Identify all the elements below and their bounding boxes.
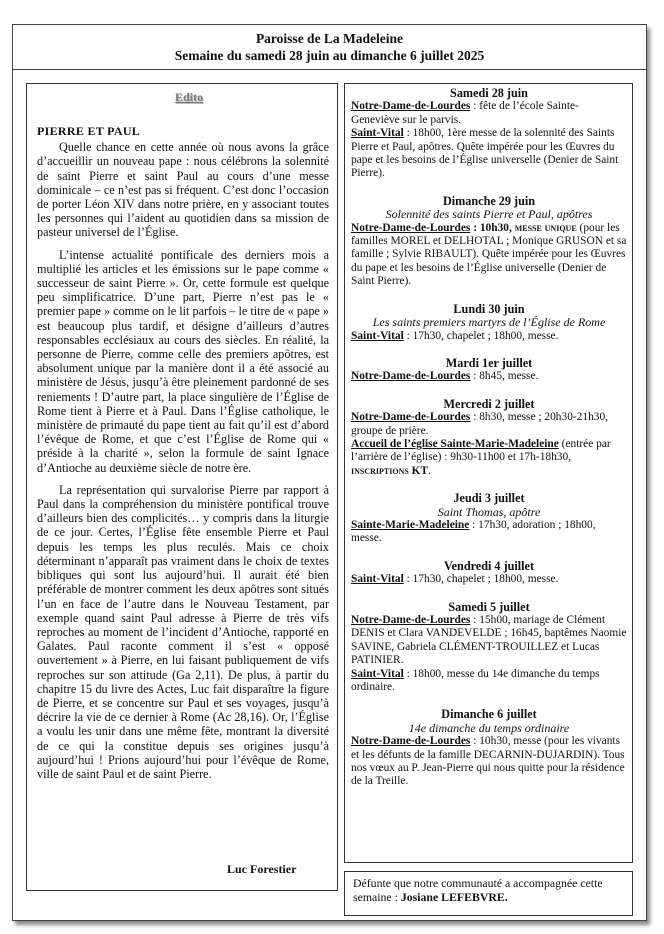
entry-text: : fête de l’école Sainte-Geneviève sur le parvis. [351,100,579,126]
day-lundi-30 [351,303,627,343]
day-title: Lundi 30 juin [453,301,525,316]
edito-column [26,83,338,891]
edito-tag: Edito [175,90,204,104]
day-title: Dimanche 29 juin [442,193,536,208]
entry-text: : 18h00, 1ère messe de la solennité des Saints Pierre et Paul, apôtres. Quête impérée pour les Œuvres du pape et les besoins de l’Église universelle (Denier de Saint Pierre). [351,127,619,180]
day-mardi-1 [351,357,627,384]
day-dimanche-29 [351,195,627,289]
bulletin-page [12,24,647,921]
day-entry [351,330,627,343]
day-title: Mardi 1er juillet [445,355,533,370]
entry-text: (entrée par l’arrière de l’église) : 9h30-11h00 et 17h-18h30, [351,437,611,464]
deceased-name: Josiane LEFEBVRE. [400,890,508,904]
week-title: Semaine du samedi 28 juin au dimanche 6 juillet 2025 [174,48,485,63]
entry-text: : 17h30, chapelet ; 18h00, messe. [403,573,559,586]
day-subtitle: Les saints premiers martyrs de l’Église de Rome [372,315,606,330]
day-samedi-5 [351,601,627,695]
day-entry [351,100,627,127]
place-name: Accueil de l’église Sainte-Marie-Madeleine [351,437,559,450]
entry-text: : 8h45, messe. [470,370,539,383]
day-subtitle: Saint Thomas, apôtre [437,504,541,519]
day-title: Vendredi 4 juillet [443,558,535,573]
parish-name: Paroisse de La Madeleine [255,31,404,46]
place-name: Saint-Vital [351,667,404,680]
place-name: Notre-Dame-de-Lourdes [351,221,471,234]
edito-paragraph-2: L’intense actualité pontificale des derniers mois a multiplié les articles et les émissions sur le pape comme « successeur de saint Pierre ». Or, cette formule est quelque peu simplificatrice. D’une part, Pierre n’est pas le « premier pape » comme on le lit parfois – le titre de « pape » est beaucoup plus tardif, et désigne d’ailleurs d’autres responsables ecclésiaux au cours des siècles. En réalité, la personne de Pierre, comme celle des premiers apôtres, est absolument unique par la manière dont il a été associé au ministère de Jésus, jusqu’à être pleinement pardonné de ses reniements ! D’autre part, la place singulière de l’Église de Rome tient à Pierre et à Paul. Dans l’Église catholique, le ministère de primauté du pape tient au fait qu’il est d’abord l’évêque de Rome, et que c’est l’Église de Rome qui « préside à la charité », selon la formule de saint Ignace d’Antioche au deuxième siècle de notre ère. [37,247,329,475]
entry-text: : 18h00, messe du 14e dimanche du temps ordinaire. [351,667,600,694]
day-dimanche-6 [351,708,627,788]
day-entry [351,411,627,438]
place-name: Notre-Dame-de-Lourdes [351,614,471,626]
place-name: Notre-Dame-de-Lourdes [351,100,471,113]
place-name: Saint-Vital [351,329,404,342]
unique-mass: messe unique [514,221,577,234]
entry-time: : 10h30, [470,221,515,234]
edito-paragraph-1: Quelle chance en cette année où nous avons la grâce d’accueillir un nouveau pape : nous célébrons la solennité de saint Pierre et saint Paul au cours d’une messe dominicale – ce n’est pas si fréquent. C’est donc l’occasion de porter Léon XIV dans notre prière, en y associant toutes les personnes qui l’aident au quotidien dans sa mission de pasteur universel de l’Église. [37,140,329,240]
page-header [13,25,646,70]
edito-paragraph-3: La représentation qui survalorise Pierre par rapport à Paul dans la compréhension du ministère pontifical trouve d’ailleurs bien des complicités… y compris dans la liturgie de ce jour. Certes, l’Église fête ensemble Pierre et Paul depuis les temps les plus reculés. Mais ce choix déterminant n’apparaît pas vraiment dans le choix de textes bibliques qui sont lus aujourd’hui. Il aurait été bien préférable de montrer comment les deux apôtres sont situés l’un en face de l’autre dans le Nouveau Testament, par exemple quand saint Paul adresse à Pierre de très vifs reproches au moment de l’incident d’Antioche, rapporté en Galates. Paul raconte comment il s’est « opposé ouvertement » à Pierre, en lui faisant publiquement de vifs reproches sur son attitude (Ga 2,11). De plus, à partir du chapitre 15 du livre des Actes, Luc fait disparaître la figure de Pierre, et se concentre sur Paul et ses voyages, jusqu’à décrire la vie de ce dernier à Rome (Ac 28,16). Or, l’Église a voulu les unir dans une même fête, montrant la diversité de ce qui la constitue depuis ses origines jusqu’à aujourd’hui ! Prions aujourd’hui pour l’évêque de Rome, ville de saint Paul et de saint Pierre. [37,482,329,781]
kt-registration: inscriptions KT [351,464,429,477]
entry-end: . [428,464,431,477]
place-name: Sainte-Marie-Madeleine [351,518,470,531]
entry-text: : 8h30, messe ; 20h30-21h30, groupe de prière. [351,411,609,437]
day-entry [351,614,627,668]
entry-text: : 10h30, messe (pour les vivants et les défunts de la famille DECARNIN-DUJARDIN). Tous nos vœux au P. Jean-Pierre qui nous quitte pour la résidence de la Treille. [351,735,625,788]
edito-signature: Luc Forestier [227,862,297,876]
day-entry [351,370,627,383]
day-entry [351,519,627,546]
edito-body [37,124,329,789]
day-vendredi-4 [351,560,627,587]
entry-text: : 15h00, mariage de Clément DENIS et Clara VANDEVELDE ; 16h45, baptêmes Naomie SAVINE, Gabriela CLÉMENT-TROUILLEZ et Lucas PATINIER. [351,614,627,667]
place-name: Notre-Dame-de-Lourdes [351,370,471,383]
day-entry [351,127,627,181]
day-entry [351,222,627,289]
place-name: Saint-Vital [351,573,404,586]
day-entry [351,573,627,586]
schedule-body [351,87,627,803]
day-entry [351,668,627,695]
entry-text: : 17h30, adoration ; 18h00, messe. [351,518,596,545]
day-title: Samedi 28 juin [450,86,528,100]
day-entry [351,438,627,478]
place-name: Notre-Dame-de-Lourdes [351,735,471,748]
edito-title: PIERRE ET PAUL [37,124,141,138]
schedule-column [344,83,633,863]
deceased-text: Défunte que notre communauté a accompagnée cette semaine : [353,876,603,904]
day-subtitle: 14e dimanche du temps ordinaire [408,720,570,735]
day-samedi-28 [351,87,627,181]
day-jeudi-3 [351,492,627,546]
day-title: Jeudi 3 juillet [453,491,525,506]
day-title: Mercredi 2 juillet [443,396,535,411]
place-name: Saint-Vital [351,127,404,140]
day-subtitle: Solennité des saints Pierre et Paul, apôtres [385,207,593,222]
place-name: Notre-Dame-de-Lourdes [351,411,471,424]
day-mercredi-2 [351,398,627,478]
day-title: Samedi 5 juillet [448,599,530,614]
deceased-notice [344,871,633,916]
entry-text: (pour les familles MOREL et DELHOTAL ; Monique GRUSON et sa famille ; Sylvie RIBAULT). Quête impérée pour les Œuvres du pape et les besoins de l’Église universelle (Denier de Saint Pierre). [351,221,627,288]
day-entry [351,735,627,789]
entry-text: : 17h30, chapelet ; 18h00, messe. [403,329,559,342]
day-title: Dimanche 6 juillet [441,707,537,722]
